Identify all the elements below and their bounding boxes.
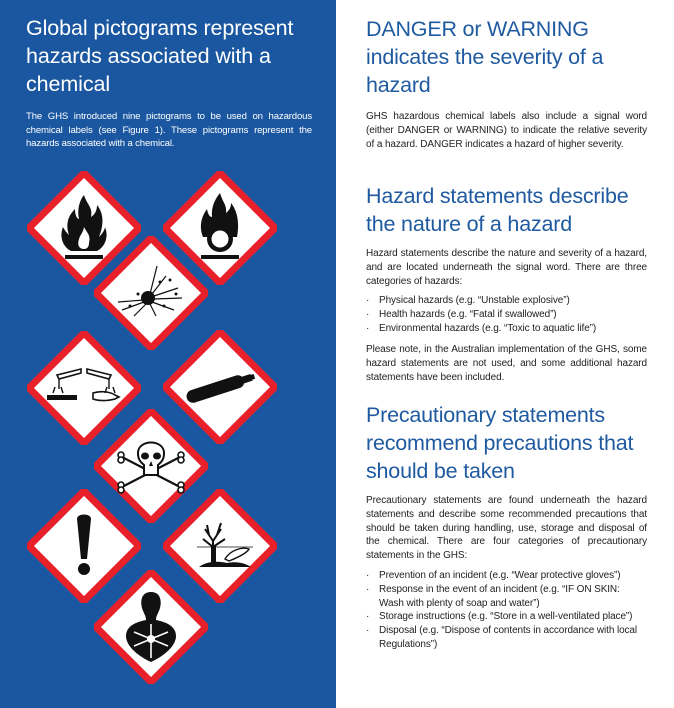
health-hazard-icon (94, 570, 208, 684)
bullet: · (366, 583, 370, 595)
section-heading-signal-word: DANGER or WARNING indicates the severity of a hazard (366, 17, 604, 97)
australian-note-paragraph: Please note, in the Australian implementation of the GHS, some hazard statements are not used, and some additional hazard statements have been included. (366, 344, 647, 383)
bullet: · (366, 570, 370, 581)
bullet: · (366, 322, 370, 334)
list-item: · Disposal (e.g. “Dispose of contents in accordance with local Regulations”) (366, 625, 638, 650)
section-heading-precautionary-statements: Precautionary statements recommend precautions that should be taken (366, 403, 634, 483)
section-heading-hazard-statements: Hazard statements describe the nature of a hazard (366, 184, 629, 236)
list-item: · Response in the event of an incident (e.g. “IF ON SKIN: Wash with plenty of soap and water”) (366, 583, 620, 609)
list-item: · Prevention of an incident (e.g. “Wear protective gloves”) (366, 570, 621, 581)
precautionary-statements-paragraph: Precautionary statements are found underneath the hazard statements and describe some recommended precautions that should be taken during handling, use, storage and disposal of the chemical. There are four categories of precautionary statements in the GHS: (366, 495, 647, 562)
left-heading: Global pictograms represent hazards associated with a chemical (26, 16, 294, 96)
list-item: · Health hazards (e.g. “Fatal if swallowed”) (366, 308, 557, 320)
bullet: · (366, 308, 370, 320)
hazard-statements-paragraph: Hazard statements describe the nature and severity of a hazard, and are located underneath the signal word. There are three categories of hazards: (366, 248, 647, 287)
bullet: · (366, 611, 370, 623)
list-item: · Physical hazards (e.g. “Unstable explosive”) (366, 295, 570, 306)
signal-word-paragraph: GHS hazardous chemical labels also include a signal word (either DANGER or WARNING) to indicate the relative severity of a hazard. DANGER indicates a hazard of higher severity. (366, 111, 647, 150)
precautionary-categories-list (366, 569, 647, 652)
bullet: · (366, 625, 370, 637)
left-panel (0, 0, 336, 708)
bullet: · (366, 295, 370, 306)
hazard-categories-list (366, 294, 647, 335)
list-item: · Environmental hazards (e.g. “Toxic to aquatic life”) (366, 322, 597, 334)
list-item: · Storage instructions (e.g. “Store in a well-ventilated place”) (366, 611, 633, 623)
left-intro-text: The GHS introduced nine pictograms to be used on hazardous chemical labels (see Figure 1). These pictograms represent the hazards associated with a chemical. (26, 111, 312, 150)
